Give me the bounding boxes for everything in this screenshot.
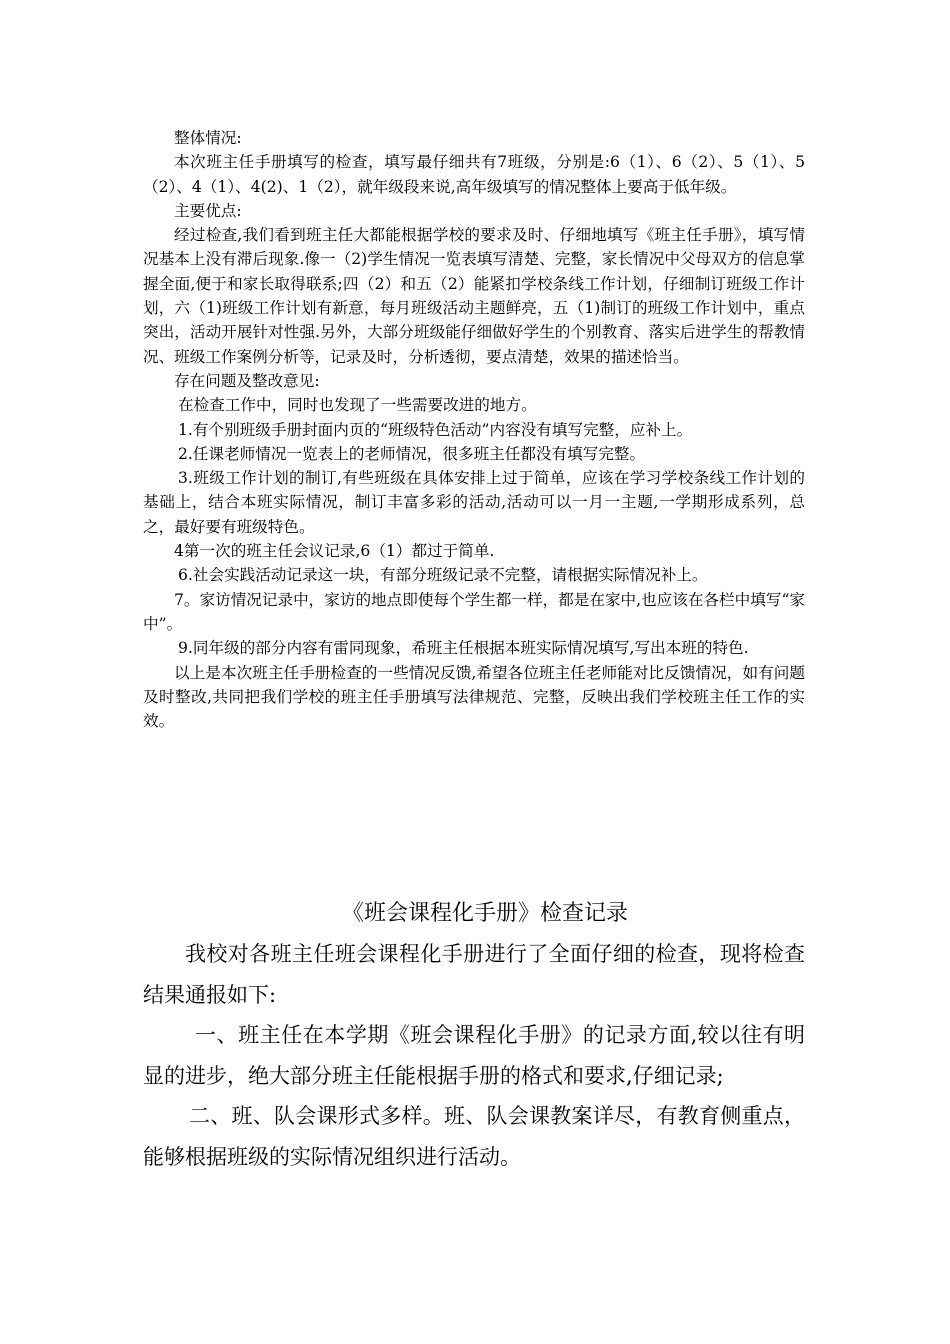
strengths-paragraph: 经过检查,我们看到班主任大都能根据学校的要求及时、仔细地填写《班主任手册》，填写情况基本上没有滞后现象.像一（2)学生情况一览表填写清楚、完整，家长情况中父母双方的信息掌握全面,便于和家长取得联系;四（2）和五（2）能紧扣学校条线工作计划，仔细制订班级工作计划，六（1)班级工作计划有新意，每月班级活动主题鲜亮，五（1)制订的班级工作计划中，重点突出，活动开展针对性强.另外，大部分班级能仔细做好学生的个别教育、落实后进学生的帮教情况、班级工作案例分析等，记录及时，分析透彻，要点清楚，效果的描述恰当。 xyxy=(143,226,805,366)
section-title: 《班会课程化手册》检查记录 xyxy=(341,901,628,926)
issue-item: 1.有个别班级手册封面内页的“班级特色活动”内容没有填写完整，应补上。 xyxy=(178,420,693,439)
issue-item: 4第一次的班主任会议记录,6（1）都过于简单. xyxy=(174,542,495,561)
overall-heading: 整体情况: xyxy=(174,129,242,147)
issues-intro: 在检查工作中，同时也发现了一些需要改进的地方。 xyxy=(178,396,537,415)
handbook-check-report xyxy=(143,126,805,733)
point-two-paragraph: 二、班、队会课形式多样。班、队会课教案详尽，有教育侧重点，能够根据班级的实际情况组织进行活动。 xyxy=(143,1104,805,1169)
overall-paragraph: 本次班主任手册填写的检查，填写最仔细共有7班级，分别是:6（1）、6（2）、5（1）、5（2）、4（1）、4(2)、1（2），就年级段来说,高年级填写的情况整体上要高于低年级。 xyxy=(143,153,805,196)
point-one-paragraph: 一、班主任在本学期《班会课程化手册》的记录方面,较以往有明显的进步，绝大部分班主任能根据手册的格式和要求,仔细记录; xyxy=(143,1023,805,1088)
issue-item: 2.任课老师情况一览表上的老师情况，很多班主任都没有填写完整。 xyxy=(178,444,646,463)
closing-paragraph: 以上是本次班主任手册检查的一些情况反馈,希望各位班主任老师能对比反馈情况，如有问题及时整改,共同把我们学校的班主任手册填写法律规范、完整，反映出我们学校班主任工作的实效。 xyxy=(143,663,805,731)
issue-item: 6.社会实践活动记录这一块，有部分班级记录不完整，请根据实际情况补上。 xyxy=(178,566,708,585)
class-meeting-handbook-record xyxy=(143,894,805,1177)
issues-heading: 存在问题及整改意见: xyxy=(174,371,320,390)
intro-paragraph: 我校对各班主任班会课程化手册进行了全面仔细的检查，现将检查结果通报如下: xyxy=(143,942,805,1007)
issue-item: 3.班级工作计划的制订,有些班级在具体安排上过于简单，应该在学习学校条线工作计划的基础上，结合本班实际情况，制订丰富多彩的活动,活动可以一月一主题,一学期形成系列，总之，最好要有班级特色。 xyxy=(143,469,805,536)
issue-item: 7。家访情况记录中，家访的地点即使每个学生都一样，都是在家中,也应该在各栏中填写“家中”。 xyxy=(143,590,806,633)
issue-item: 9.同年级的部分内容有雷同现象，希班主任根据本班实际情况填写,写出本班的特色. xyxy=(178,639,749,658)
strengths-heading: 主要优点: xyxy=(174,201,242,220)
